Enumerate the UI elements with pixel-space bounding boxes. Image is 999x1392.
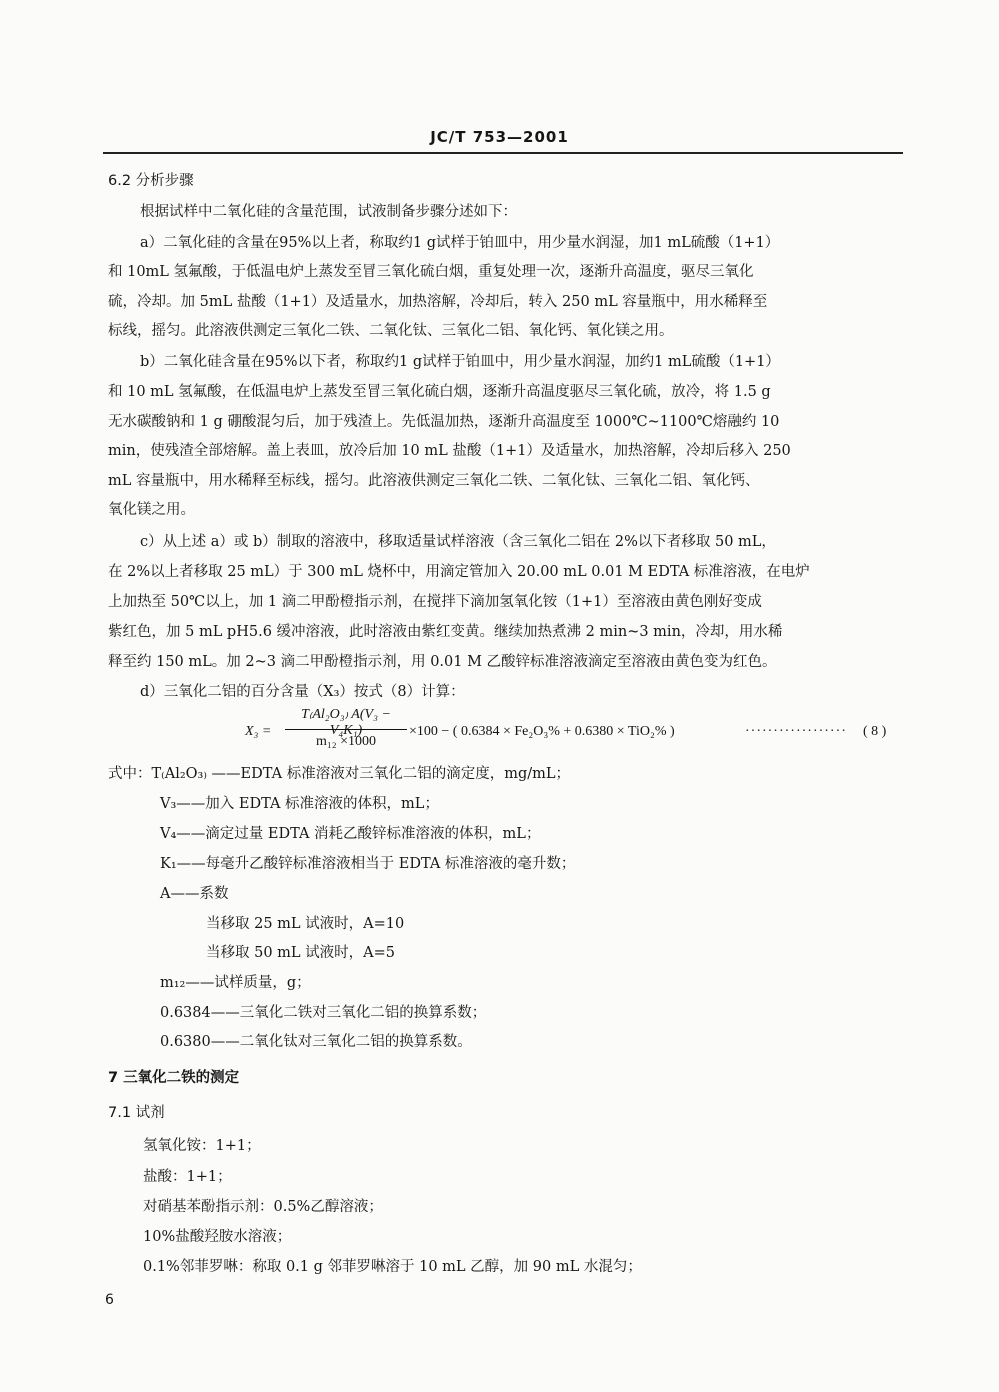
page-header <box>0 128 999 146</box>
paragraph-c-line-3: 上加热至 50℃以上，加 1 滴二甲酚橙指示剂，在搅拌下滴加氢氧化铵（1+1）至溶液由黄色刚好变成 <box>108 594 762 610</box>
formula-lhs: X₃ = <box>245 724 272 739</box>
where-line-1: 式中：T₍Al₂O₃₎ ——EDTA 标准溶液对三氧化二铝的滴定度，mg/mL； <box>108 766 570 782</box>
where-line-3: V₄——滴定过量 EDTA 消耗乙酸锌标准溶液的体积，mL； <box>160 826 541 842</box>
fraction-bar <box>285 729 407 730</box>
formula-leader-dots: ·················· <box>745 724 847 739</box>
paragraph-c-line-2: 在 2%以上者移取 25 mL）于 300 mL 烧杯中，用滴定管加入 20.00 mL 0.01 M EDTA 标准溶液，在电炉 <box>108 564 810 580</box>
where-line-7: 当移取 50 mL 试液时，A=5 <box>206 945 396 961</box>
where-line-4: K₁——每毫升乙酸锌标准溶液相当于 EDTA 标准溶液的毫升数； <box>160 856 576 872</box>
reagent-line-4: 10%盐酸羟胺水溶液； <box>143 1229 292 1245</box>
formula-numerator: T₍Al₂O₃₎ A(V₃ − V₄K₁) <box>301 707 391 738</box>
where-line-5: A——系数 <box>160 886 229 902</box>
paragraph-c-line-1: c）从上述 a）或 b）制取的溶液中，移取适量试样溶液（含三氧化二铝在 2%以下者移取 50 mL， <box>140 534 776 550</box>
where-line-2: V₃——加入 EDTA 标准溶液的体积，mL； <box>160 796 439 812</box>
formula-denominator: m₁₂ ×1000 <box>315 734 377 749</box>
paragraph-a-line-4: 标线，摇匀。此溶液供测定三氧化二铁、二氧化钛、三氧化二铝、氧化钙、氧化镁之用。 <box>108 323 674 339</box>
paragraph-b-line-2: 和 10 mL 氢氟酸，在低温电炉上蒸发至冒三氧化硫白烟，逐渐升高温度驱尽三氧化硫，放冷，将 1.5 g <box>108 384 771 400</box>
standard-code: JC/T 753—2001 <box>430 128 569 146</box>
header-rule <box>103 152 903 154</box>
paragraph-d-line: d）三氧化二铝的百分含量（X₃）按式（8）计算： <box>140 684 465 700</box>
formula-remainder: ×100 − ( 0.6384 × Fe₂O₃% + 0.6380 × TiO₂% ) <box>409 724 675 739</box>
section-7-heading: 7 三氧化二铁的测定 <box>108 1070 240 1086</box>
reagent-line-3: 对硝基苯酚指示剂：0.5%乙醇溶液； <box>143 1199 383 1215</box>
paragraph-a-line-3: 硫，冷却。加 5mL 盐酸（1+1）及适量水，加热溶解，冷却后，转入 250 mL 容量瓶中，用水稀释至 <box>108 294 768 310</box>
paragraph-a-line-1: a）二氧化硅的含量在95%以上者，称取约1 g试样于铂皿中，用少量水润湿，加1 mL硫酸（1+1） <box>140 235 780 251</box>
paragraph-b-line-1: b）二氧化硅含量在95%以下者，称取约1 g试样于铂皿中，用少量水润湿，加约1 mL硫酸（1+1） <box>140 354 780 370</box>
formula-8 <box>245 706 900 754</box>
paragraph-a-line-2: 和 10mL 氢氟酸，于低温电炉上蒸发至冒三氧化硫白烟，重复处理一次，逐渐升高温度，驱尽三氧化 <box>108 264 754 280</box>
where-line-10: 0.6380——二氧化钛对三氧化二铝的换算系数。 <box>160 1034 472 1050</box>
page-number: 6 <box>105 1292 114 1308</box>
reagent-line-1: 氢氧化铵：1+1； <box>143 1138 261 1154</box>
where-line-6: 当移取 25 mL 试液时，A=10 <box>206 916 405 932</box>
section-6-2-heading: 6.2 分析步骤 <box>108 173 194 189</box>
paragraph-c-line-4: 紫红色，加 5 mL pH5.6 缓冲溶液，此时溶液由紫红变黄。继续加热煮沸 2 min~3 min，冷却，用水稀 <box>108 624 783 640</box>
formula-number: ( 8 ) <box>863 724 887 739</box>
paragraph-c-line-5: 释至约 150 mL。加 2~3 滴二甲酚橙指示剂，用 0.01 M 乙酸锌标准溶液滴定至溶液由黄色变为红色。 <box>108 654 777 670</box>
paragraph-b-line-4: min，使残渣全部熔解。盖上表皿，放冷后加 10 mL 盐酸（1+1）及适量水，加热溶解，冷却后移入 250 <box>108 443 791 459</box>
paragraph-line: 根据试样中二氧化硅的含量范围，试液制备步骤分述如下： <box>140 204 517 220</box>
section-7-1-heading: 7.1 试剂 <box>108 1105 165 1121</box>
paragraph-b-line-3: 无水碳酸钠和 1 g 硼酸混匀后，加于残渣上。先低温加热，逐渐升高温度至 1000℃~1100℃熔融约 10 <box>108 414 780 430</box>
where-line-9: 0.6384——三氧化二铁对三氧化二铝的换算系数； <box>160 1005 487 1021</box>
paragraph-b-line-5: mL 容量瓶中，用水稀释至标线，摇匀。此溶液供测定三氧化二铁、二氧化钛、三氧化二铝、氧化钙、 <box>108 473 760 489</box>
reagent-line-2: 盐酸：1+1； <box>143 1169 232 1185</box>
reagent-line-5: 0.1%邻菲罗啉：称取 0.1 g 邻菲罗啉溶于 10 mL 乙醇，加 90 mL 水混匀； <box>143 1259 642 1275</box>
where-line-8: m₁₂——试样质量，g； <box>160 975 311 991</box>
paragraph-b-line-6: 氧化镁之用。 <box>108 502 195 518</box>
